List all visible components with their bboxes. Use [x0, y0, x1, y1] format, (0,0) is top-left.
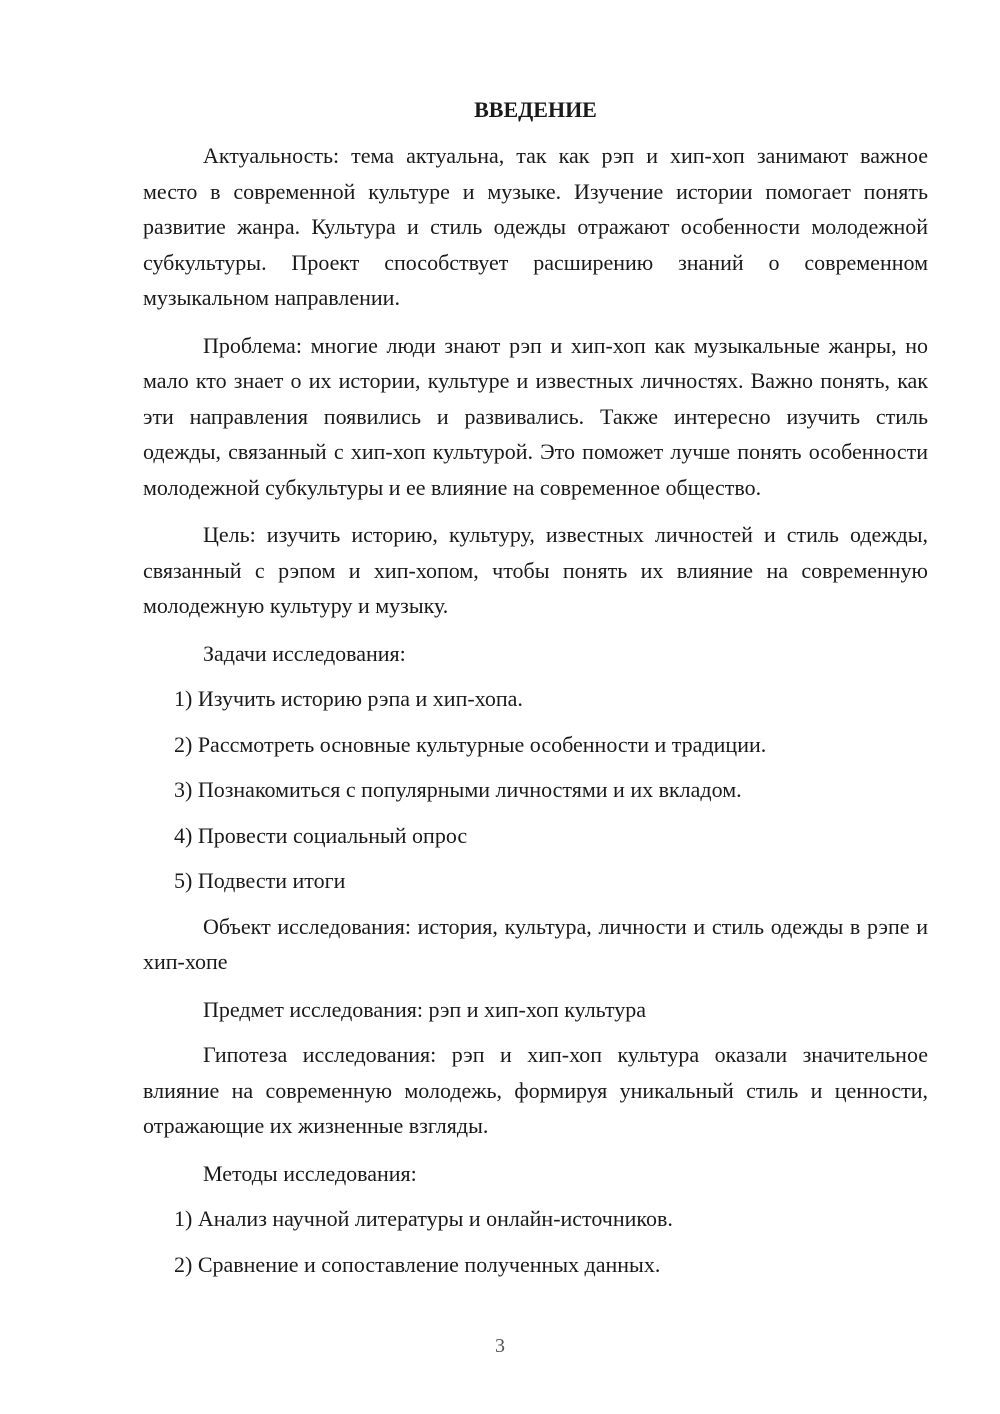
- methods-heading: Методы исследования:: [203, 1160, 417, 1186]
- section-title: ВВЕДЕНИЕ: [474, 97, 597, 122]
- relevance-paragraph: Актуальность: тема актуальна, так как рэп и хип-хоп занимают важное место в современной культуре и музыке. Изучение истории помогает понять развитие жанра. Культура и стиль одежды отражают особенности молодежной субкультуры. Проект способствует расширению знаний о современном музыкальном направлении.: [143, 143, 928, 310]
- task-item: 2) Рассмотреть основные культурные особенности и традиции.: [174, 731, 767, 757]
- goal-paragraph: Цель: изучить историю, культуру, известных личностей и стиль одежды, связанный с рэпом и хип-хопом, чтобы понять их влияние на современную молодежную культуру и музыку.: [143, 522, 928, 618]
- object-paragraph: Объект исследования: история, культура, личности и стиль одежды в рэпе и хип-хопе: [143, 913, 928, 974]
- page-number: 3: [495, 1335, 505, 1357]
- tasks-heading: Задачи исследования:: [203, 640, 406, 666]
- page-content: [143, 94, 928, 1292]
- method-item: 1) Анализ научной литературы и онлайн-источников.: [174, 1206, 673, 1231]
- problem-paragraph: Проблема: многие люди знают рэп и хип-хоп как музыкальные жанры, но мало кто знает о их истории, культуре и известных личностях. Важно понять, как эти направления появились и развивались. Также интересно изучить стиль одежды, связанный с хип-хоп культурой. Это поможет лучше понять особенности молодежной субкультуры и ее влияние на современное общество.: [143, 332, 928, 500]
- hypothesis-paragraph: Гипотеза исследования: рэп и хип-хоп культура оказали значительное влияние на современную молодежь, формируя уникальный стиль и ценности, отражающие их жизненные взгляды.: [143, 1042, 928, 1138]
- task-item: 1) Изучить историю рэпа и хип-хопа.: [174, 686, 523, 711]
- task-item: 5) Подвести итоги: [174, 868, 346, 893]
- method-item: 2) Сравнение и сопоставление полученных данных.: [174, 1251, 661, 1277]
- task-item: 3) Познакомиться с популярными личностями и их вкладом.: [174, 777, 742, 802]
- task-item: 4) Провести социальный опрос: [174, 822, 468, 848]
- subject-paragraph: Предмет исследования: рэп и хип-хоп культура: [203, 996, 646, 1022]
